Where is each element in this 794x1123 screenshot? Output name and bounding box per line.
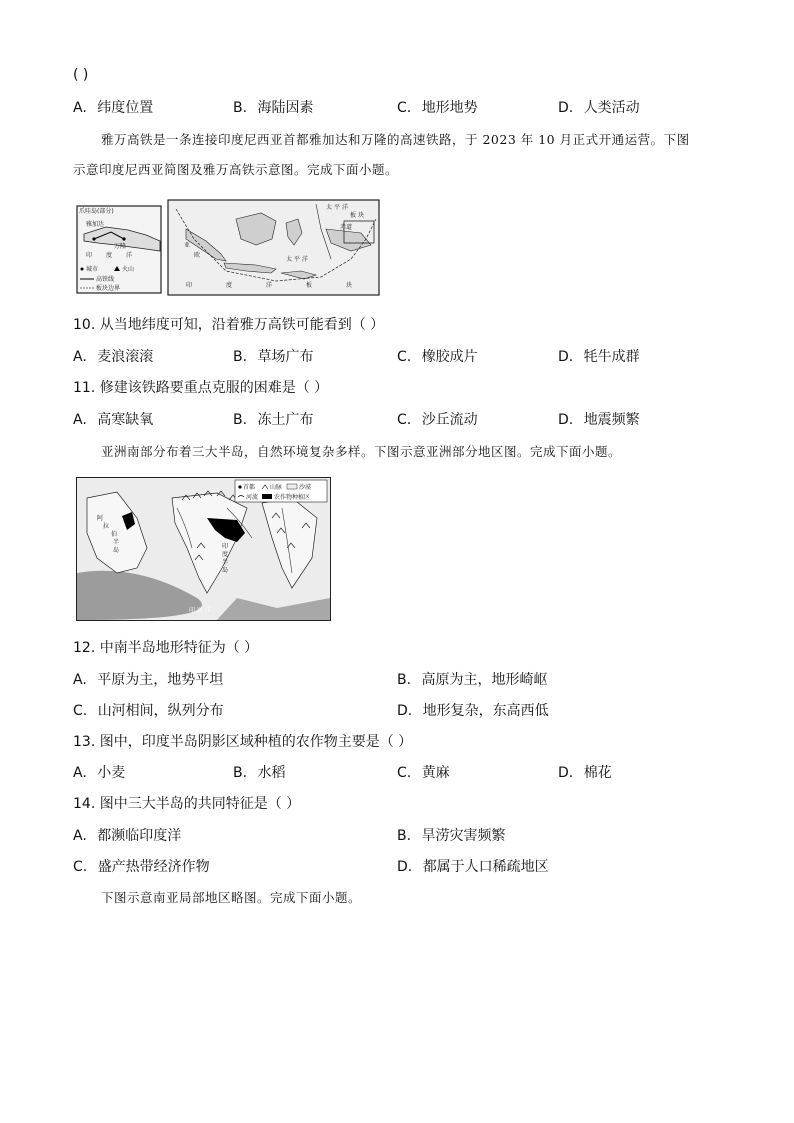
legend-capital: 首都 (243, 484, 256, 491)
option-text: 都属于人口稀疏地区 (422, 859, 549, 875)
option-text: 都濒临印度洋 (97, 828, 182, 844)
indonesia-map-figure (76, 199, 380, 296)
legend-desert: 沙漠 (299, 484, 312, 491)
option-text: 沙丘流动 (421, 412, 478, 428)
q10-option-d[interactable] (558, 348, 640, 366)
q12-option-a[interactable] (73, 671, 223, 689)
option-letter: D. (558, 349, 574, 365)
option-letter: A. (73, 100, 87, 116)
option-letter: B. (233, 412, 248, 428)
intro-2-line-1: 亚洲南部分布着三大半岛，自然环境复杂多样。下图示意亚洲部分地区图。完成下面小题。 (101, 444, 622, 459)
option-letter: B. (233, 349, 248, 365)
option-letter: B. (397, 828, 412, 844)
label-arabia-2: 拉 (103, 523, 110, 530)
option-letter: D. (397, 703, 413, 719)
label-arabia-1: 阿 (97, 515, 104, 522)
option-letter: A. (73, 349, 87, 365)
option-text: 水稻 (257, 765, 286, 781)
question-10-stem: 10. 从当地纬度可知，沿着雅万高铁可能看到（ ） (73, 317, 385, 333)
option-text: 高原为主，地形崎岖 (421, 672, 548, 688)
option-letter: D. (558, 100, 574, 116)
legend-river: 河流 (246, 494, 259, 501)
q14-option-c[interactable] (73, 858, 210, 876)
q13-option-d[interactable] (558, 764, 612, 782)
option-text: 高寒缺氧 (97, 412, 154, 428)
q13-option-b[interactable] (233, 764, 286, 782)
option-text: 黄麻 (421, 765, 450, 781)
q11-option-c[interactable] (397, 411, 478, 429)
q12-option-d[interactable] (397, 702, 549, 720)
label-pacific-5: 块 (358, 212, 365, 219)
q13-option-c[interactable] (397, 764, 450, 782)
question-12-stem: 12. 中南半岛地形特征为（ ） (73, 640, 259, 656)
option-text: 地震频繁 (583, 412, 640, 428)
label-sea-1: 太 平 洋 (286, 256, 308, 263)
option-text: 旱涝灾害频繁 (421, 828, 506, 844)
label-plate-a: 亚 (184, 242, 191, 249)
q12-option-b[interactable] (397, 671, 548, 689)
label-pacific-4: 板 (350, 212, 357, 219)
q10-option-b[interactable] (233, 348, 314, 366)
option-letter: B. (233, 765, 248, 781)
label-indo-3: 洋 (266, 282, 273, 289)
option-letter: C. (397, 349, 412, 365)
label-ocean-2: 度 (106, 252, 113, 259)
q14-option-a[interactable] (73, 827, 181, 845)
q9-option-b[interactable] (233, 99, 314, 117)
label-indo-1: 印 (186, 282, 193, 289)
label-india-4: 岛 (222, 567, 229, 574)
indonesia-map-svg (76, 199, 380, 296)
option-text: 冻土广布 (257, 412, 314, 428)
label-arabia-4: 半 (113, 539, 120, 546)
option-text: 山河相间，纵列分布 (97, 703, 224, 719)
question-9-blank: ( ) (73, 67, 89, 83)
option-text: 牦牛成群 (583, 349, 640, 365)
q9-option-d[interactable] (558, 99, 640, 117)
q13-option-a[interactable] (73, 764, 125, 782)
q9-option-c[interactable] (397, 99, 478, 117)
option-text: 地形地势 (421, 100, 478, 116)
legend-crop: 农作物种植区 (274, 494, 311, 501)
option-letter: C. (397, 100, 412, 116)
option-letter: B. (397, 672, 412, 688)
option-text: 棉花 (583, 765, 612, 781)
label-arabia-3: 伯 (111, 531, 118, 538)
option-text: 小麦 (97, 765, 126, 781)
option-letter: B. (233, 100, 248, 116)
q9-option-a[interactable] (73, 99, 153, 117)
option-letter: C. (397, 765, 412, 781)
south-asia-map-svg (77, 478, 330, 620)
question-14-stem: 14. 图中三大半岛的共同特征是（ ） (73, 796, 301, 812)
option-text: 平原为主，地势平坦 (97, 672, 224, 688)
label-pacific-1: 太 (326, 204, 333, 211)
q10-option-a[interactable] (73, 348, 153, 366)
option-text: 地形复杂，东高西低 (422, 703, 549, 719)
option-letter: C. (73, 703, 88, 719)
legend-rail: 高铁线 (96, 276, 115, 283)
label-indian-ocean: 印 度 洋 (189, 607, 211, 614)
label-sea-2: 赤道 (340, 224, 353, 231)
intro-1-line-1: 雅万高铁是一条连接印度尼西亚首都雅加达和万隆的高速铁路，于 2023 年 10 月正式开通运营。下图 (101, 132, 690, 147)
label-arabia-5: 岛 (113, 547, 120, 554)
label-indo-5: 块 (346, 282, 353, 289)
option-letter: D. (558, 765, 574, 781)
intro-3-line-1: 下图示意南亚局部地区略图。完成下面小题。 (101, 890, 362, 905)
label-bandung: 万隆 (114, 243, 127, 250)
option-text: 草场广布 (257, 349, 314, 365)
option-letter: C. (397, 412, 412, 428)
inset-title: 爪哇岛(部分) (79, 208, 114, 215)
q11-option-a[interactable] (73, 411, 153, 429)
intro-1-line-2: 示意印度尼西亚简图及雅万高铁示意图。完成下面小题。 (73, 162, 399, 177)
label-ocean-3: 洋 (126, 252, 133, 259)
label-pacific-3: 洋 (342, 204, 349, 211)
question-11-stem: 11. 修建该铁路要重点克服的困难是（ ） (73, 380, 329, 396)
option-letter: C. (73, 859, 88, 875)
legend-mountain: 山脉 (270, 484, 283, 491)
label-indo-2: 度 (226, 282, 233, 289)
legend-city: 城市 (86, 266, 99, 273)
option-text: 麦浪滚滚 (97, 349, 154, 365)
q11-option-b[interactable] (233, 411, 314, 429)
option-text: 纬度位置 (97, 100, 154, 116)
label-india-2: 度 (222, 551, 229, 558)
legend-plate: 板块边界 (96, 285, 121, 292)
option-text: 海陆因素 (257, 100, 314, 116)
option-letter: D. (558, 412, 574, 428)
label-plate-b: 欧 (194, 252, 201, 259)
option-text: 橡胶成片 (421, 349, 478, 365)
label-jakarta: 雅加达 (86, 221, 105, 228)
label-india-3: 半 (222, 559, 229, 566)
option-letter: A. (73, 828, 87, 844)
south-asia-map-figure (76, 477, 331, 621)
q14-option-d[interactable] (397, 858, 549, 876)
option-letter: A. (73, 412, 87, 428)
option-text: 盛产热带经济作物 (97, 859, 210, 875)
q12-option-c[interactable] (73, 702, 224, 720)
option-text: 人类活动 (583, 100, 640, 116)
option-letter: A. (73, 672, 87, 688)
label-india-1: 印 (222, 543, 229, 550)
q14-option-b[interactable] (397, 827, 506, 845)
label-pacific-2: 平 (334, 204, 341, 211)
label-ocean-1: 印 (86, 252, 93, 259)
legend-volcano: 火山 (122, 266, 135, 273)
option-letter: D. (397, 859, 413, 875)
q10-option-c[interactable] (397, 348, 478, 366)
q11-option-d[interactable] (558, 411, 640, 429)
option-letter: A. (73, 765, 87, 781)
label-indo-4: 板 (306, 282, 313, 289)
question-13-stem: 13. 图中，印度半岛阴影区域种植的农作物主要是（ ） (73, 734, 413, 750)
